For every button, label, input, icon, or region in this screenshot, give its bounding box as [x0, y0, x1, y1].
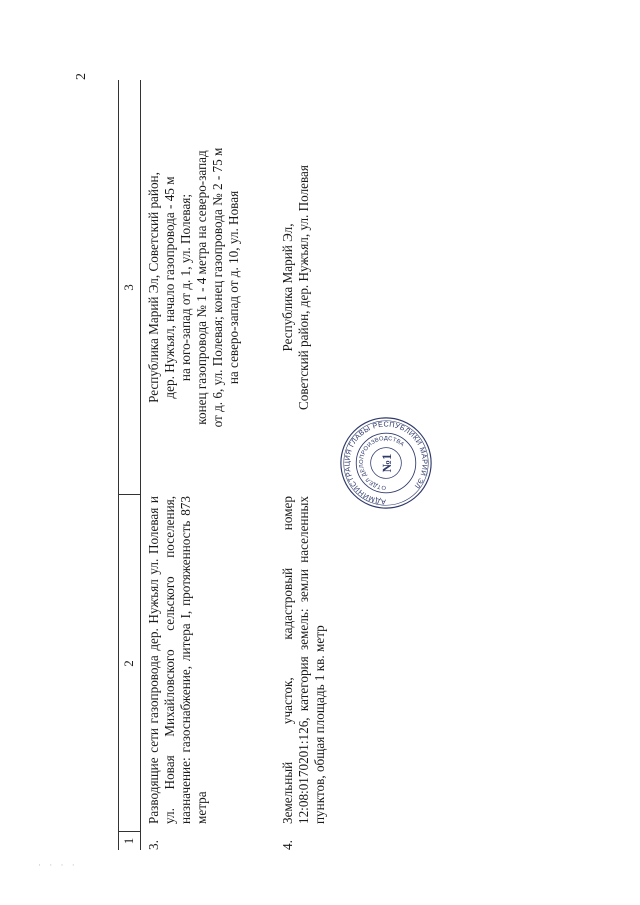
- row-4-number: 4.: [280, 840, 295, 850]
- row-4-description: Земельный участок, кадастровый номер 12:08:0170201:126, категория земель: земли населенных пунктов, общая площадь 1 кв. метр: [280, 496, 327, 824]
- header-col-1: 1: [121, 837, 136, 845]
- address-line: конец газопровода № 1 - 4 метра на северо-запад: [194, 150, 209, 425]
- header-col-2: 2: [121, 660, 136, 667]
- official-stamp: [338, 415, 434, 511]
- header-top-border: [118, 80, 119, 850]
- row-3-number: 3.: [146, 840, 161, 850]
- row-3-address: [146, 80, 242, 495]
- address-line: Советский район, дер. Нужъял, ул. Полевая: [296, 165, 311, 410]
- page-number: 2: [74, 73, 89, 80]
- header-col-3: 3: [121, 284, 136, 291]
- header-bottom-border: [140, 80, 141, 850]
- scan-artifact: · · · ·: [38, 860, 78, 870]
- address-line: Республика Марий Эл, Советский район,: [146, 172, 161, 403]
- stamp-number: №1: [379, 453, 394, 473]
- row-3-description: Разводящие сети газопровода дер. Нужъял ул. Полевая и ул. Новая Михайловского сельского поселения, назначение: газоснабжение, литера I, протяженность 873 метра: [146, 496, 209, 824]
- address-line: на северо-запад от д. 10, ул. Новая: [226, 190, 241, 385]
- stamp-inner-text: ОТДЕЛ ДЕЛОПРОИЗВОДСТВА: [358, 435, 406, 491]
- address-line: дер. Нужъял, начало газопровода - 45 м: [162, 176, 177, 399]
- address-line: на юго-запад от д. 1, ул. Полевая;: [178, 193, 193, 382]
- address-line: Республика Марий Эл,: [280, 223, 295, 352]
- address-line: от д. 6, ул. Полевая; конец газопровода № 2 - 75 м: [210, 147, 225, 428]
- stamp-outer-text: АДМИНИСТРАЦИЯ ГЛАВЫ РЕСПУБЛИКИ МАРИЙ ЭЛ: [342, 419, 430, 507]
- row-4-address: [280, 80, 312, 495]
